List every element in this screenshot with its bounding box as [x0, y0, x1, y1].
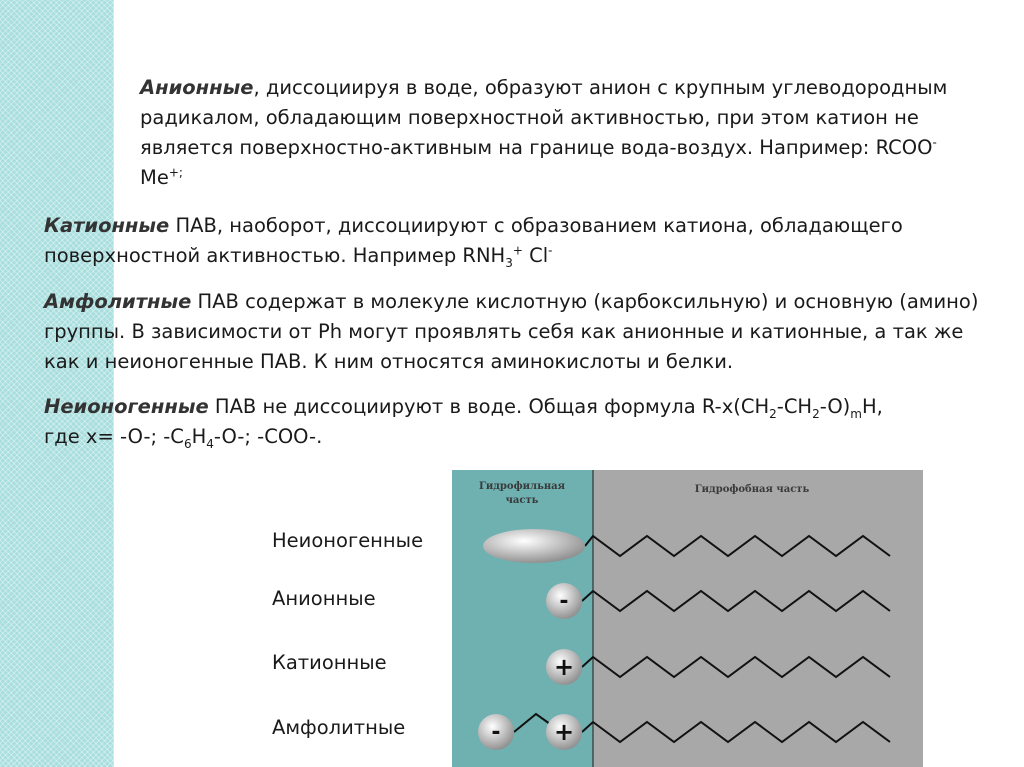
- stripe-divider: [113, 0, 114, 767]
- minus-icon: -: [491, 720, 501, 745]
- header-hydrophobic: Гидрофобная часть: [694, 484, 810, 495]
- nonionic-sub1: 2: [769, 406, 777, 421]
- term-cationic: Катионные: [44, 214, 170, 237]
- label-cationic: Катионные: [272, 651, 387, 674]
- nonionic-head-ellipse: [483, 529, 585, 563]
- anionic-sup2: +;: [168, 165, 183, 180]
- term-nonionic: Неионогенные: [44, 395, 209, 418]
- anionic-sup1: -: [932, 135, 937, 150]
- plus-icon: +: [553, 718, 575, 746]
- nonionic-text6: H: [191, 425, 207, 448]
- nonionic-sub5: 4: [206, 436, 214, 451]
- term-ampholytic: Амфолитные: [44, 290, 192, 313]
- plus-icon: +: [553, 653, 575, 681]
- anionic-text2: Me: [140, 166, 169, 189]
- nonionic-text4: H,: [862, 395, 883, 418]
- cationic-sub1: 3: [505, 255, 513, 270]
- label-anionic: Анионные: [272, 587, 376, 610]
- cationic-sup1: +: [512, 243, 523, 258]
- nonionic-text5: где x= -O-; -C: [44, 425, 184, 448]
- cationic-sup2: -: [548, 243, 553, 258]
- nonionic-text2: -CH: [776, 395, 813, 418]
- cationic-text: ПАВ, наоборот, диссоциируют с образованием катиона, обладающего поверхностной активностью. Например RNH: [44, 214, 903, 267]
- ampholytic-text: ПАВ содержат в молекуле кислотную (карбоксильную) и основную (амино) группы. В зависимости от Ph могут проявлять себя как анионные и катионные, а так же как и неионогенные ПАВ. К ним относятся аминокислоты и белки.: [44, 290, 979, 373]
- paragraph-nonionic: [44, 392, 1004, 452]
- decorative-stripe: [0, 0, 113, 767]
- paragraph-ampholytic: [44, 287, 1004, 377]
- cationic-text2: Cl: [522, 244, 549, 267]
- hydrophobic-region: [593, 470, 923, 767]
- anionic-text: , диссоциируя в воде, образуют анион с крупным углеводородным радикалом, обладающим поверхностной активностью, при этом катион не является поверхностно-активным на границе вода-воздух. Например: RCOO: [140, 76, 948, 159]
- term-anionic: Анионные: [140, 76, 254, 99]
- nonionic-text3: -O): [819, 395, 851, 418]
- paragraph-anionic: [140, 73, 1000, 193]
- paragraph-cationic: [44, 211, 1004, 271]
- minus-icon: -: [559, 589, 569, 614]
- header-hydrophilic-line1: Гидрофильная: [478, 481, 566, 492]
- label-nonionic: Неионогенные: [272, 529, 424, 552]
- label-ampholytic: Амфолитные: [272, 716, 406, 739]
- nonionic-sub2: 2: [812, 406, 820, 421]
- header-hydrophilic-line2: часть: [505, 495, 539, 506]
- surfactant-diagram: [452, 470, 923, 767]
- nonionic-text7: -O-; -COO-.: [213, 425, 323, 448]
- nonionic-sub3: m: [850, 406, 862, 421]
- nonionic-text1: ПАВ не диссоциируют в воде. Общая формула R-x(CH: [208, 395, 770, 418]
- nonionic-sub4: 6: [183, 436, 192, 451]
